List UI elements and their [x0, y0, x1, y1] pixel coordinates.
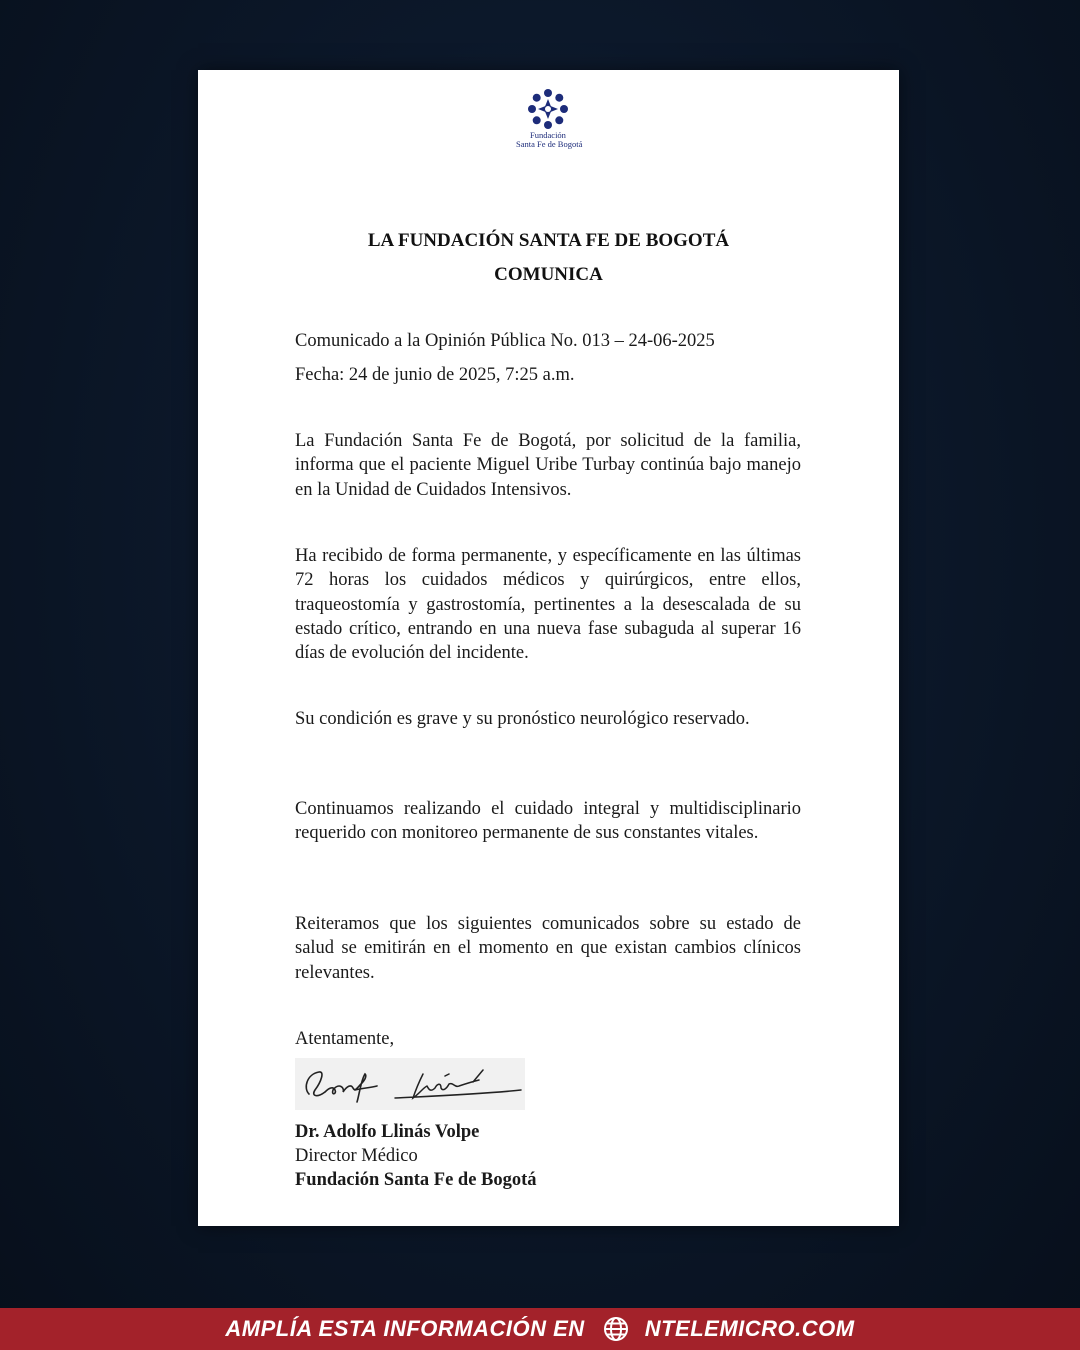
- communique-number: Comunicado a la Opinión Pública No. 013 – 24-06-2025: [295, 331, 715, 351]
- paragraph-3: Su condición es grave y su pronóstico neurológico reservado.: [295, 709, 750, 729]
- handwritten-signature: [295, 1058, 525, 1110]
- footer-cta-text: AMPLÍA ESTA INFORMACIÓN EN: [225, 1316, 585, 1341]
- paragraph-1: La Fundación Santa Fe de Bogotá, por solicitud de la familia, informa que el paciente Miguel Uribe Turbay continúa bajo manejo en la Unidad de Cuidados Intensivos.: [295, 431, 801, 500]
- paragraph-2: Ha recibido de forma permanente, y específicamente en las últimas 72 horas los cuidados médicos y quirúrgicos, entre ellos, traqueostomía y gastrostomía, pertinentes a la desescalada de su estado crítico, entrando en una nueva fase subaguda al superar 16 días de evolución del incidente.: [295, 546, 801, 664]
- letter-page: [198, 70, 899, 1226]
- foundation-logo: [516, 87, 583, 149]
- communique-date: Fecha: 24 de junio de 2025, 7:25 a.m.: [295, 365, 575, 385]
- footer-banner: [0, 1308, 1080, 1350]
- foundation-emblem-icon: [526, 87, 570, 131]
- globe-icon: [603, 1316, 629, 1342]
- footer-site-link[interactable]: NTELEMICRO.COM: [644, 1316, 855, 1341]
- logo-text-line1: Fundación: [530, 130, 566, 140]
- paragraph-4: Continuamos realizando el cuidado integral y multidisciplinario requerido con monitoreo permanente de sus constantes vitales.: [295, 799, 801, 844]
- signer-name: Dr. Adolfo Llinás Volpe: [295, 1122, 480, 1142]
- paragraph-5: Reiteramos que los siguientes comunicados sobre su estado de salud se emitirán en el momento en que existan cambios clínicos relevantes.: [295, 914, 801, 983]
- signer-organization: Fundación Santa Fe de Bogotá: [295, 1170, 537, 1190]
- closing-text: Atentamente,: [295, 1029, 395, 1049]
- letter-heading-sub: COMUNICA: [494, 264, 603, 285]
- signer-title: Director Médico: [295, 1146, 418, 1166]
- logo-text-line2: Santa Fe de Bogotá: [516, 139, 583, 149]
- letter-heading: LA FUNDACIÓN SANTA FE DE BOGOTÁ: [367, 230, 730, 251]
